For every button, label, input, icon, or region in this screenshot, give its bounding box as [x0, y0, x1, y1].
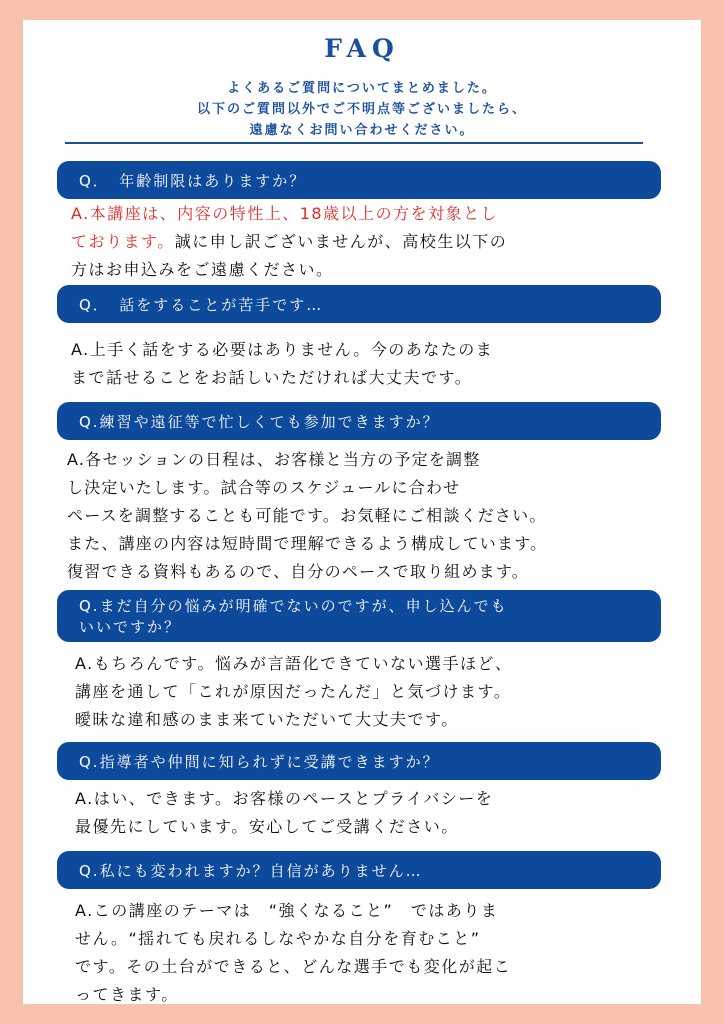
intro-line: よくあるご質問についてまとめました。: [227, 81, 497, 96]
faq-answer-5: [75, 785, 695, 841]
answer-text: し決定いたします。試合等のスケジュールに合わせ: [67, 478, 461, 497]
answer-text: 曖昧な違和感のまま来ていただいて大丈夫です。: [75, 710, 459, 729]
faq-answer-6: [75, 897, 695, 1009]
answer-text: 講座を通して「これが原因だったんだ」と気づけます。: [75, 682, 512, 701]
question-line: いいですか？: [79, 618, 182, 636]
answer-text: 方はお申込みをご遠慮ください。: [71, 260, 334, 279]
answer-text: まで話せることをお話しいただければ大丈夫です。: [71, 368, 473, 387]
answer-text: ペースを調整することも可能です。お気軽にご相談ください。: [67, 506, 547, 525]
faq-answer-2: [71, 336, 691, 392]
answer-text: 最優先にしています。安心してご受講ください。: [75, 817, 459, 836]
answer-text: また、講座の内容は短時間で理解できるよう構成しています。: [67, 534, 548, 553]
intro-line: 遠慮なくお問い合わせください。: [249, 123, 475, 138]
faq-answer-3: [67, 446, 707, 586]
faq-question-6: Q.私にも変われますか？自信がありません…: [57, 851, 661, 889]
faq-question-5: Q.指導者や仲間に知られずに受講できますか？: [57, 742, 661, 780]
faq-answer-4: [75, 650, 695, 734]
answer-highlight: A.本講座は、内容の特性上、18歳以上の方を対象とし: [71, 204, 499, 223]
faq-question-4: [57, 590, 661, 642]
answer-highlight: ております。: [71, 232, 175, 251]
answer-text: せん。“揺れても戻れるしなやかな自分を育むこと”: [75, 929, 481, 948]
faq-question-1: Q． 年齢制限はありますか？: [57, 161, 661, 199]
answer-text: です。その土台ができると、どんな選手でも変化が起こ: [75, 957, 512, 976]
page-title: FAQ: [324, 34, 400, 63]
intro-text: [23, 78, 701, 141]
faq-answer-1: [71, 200, 691, 284]
faq-question-2: Q． 話をすることが苦手です…: [57, 285, 661, 323]
answer-text: 復習できる資料もあるので、自分のペースで取り組めます。: [67, 562, 530, 581]
intro-line: 以下のご質問以外でご不明点等ございましたら、: [196, 102, 527, 117]
answer-text: A.はい、できます。お客様のペースとプライバシーを: [75, 789, 494, 808]
question-line: Q.まだ自分の悩みが明確でないのですが、申し込んでも: [79, 597, 508, 615]
answer-text: A.各セッションの日程は、お客様と当方の予定を調整: [67, 450, 481, 469]
answer-text: A.この講座のテーマは “強くなること” ではありま: [75, 901, 499, 920]
faq-page: [23, 20, 701, 1004]
answer-text: ってきます。: [75, 985, 179, 1004]
divider: [65, 142, 643, 144]
answer-text: 誠に申し訳ございませんが、高校生以下の: [174, 232, 508, 251]
answer-text: A.もちろんです。悩みが言語化できていない選手ほど、: [75, 654, 513, 673]
faq-question-3: Q.練習や遠征等で忙しくても参加できますか？: [57, 402, 661, 440]
answer-text: A.上手く話をする必要はありません。今のあなたのま: [71, 340, 494, 359]
